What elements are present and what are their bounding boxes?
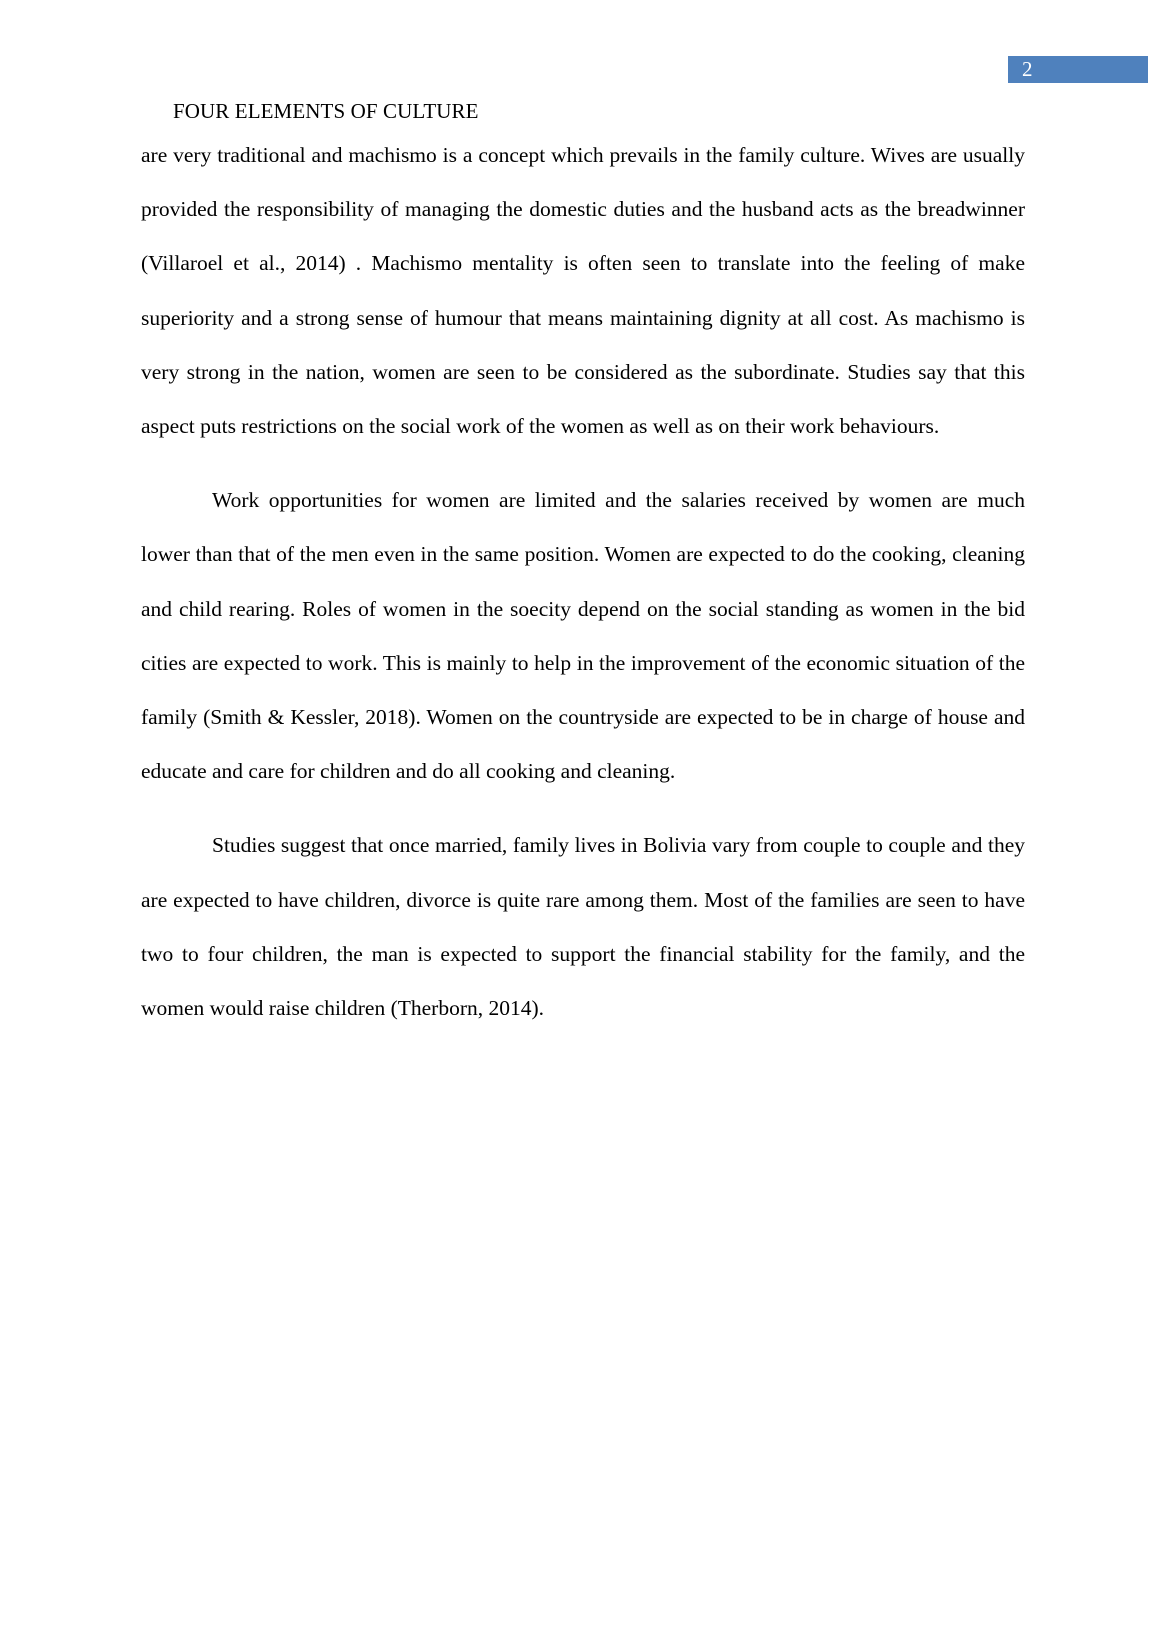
document-body [141,128,1025,1055]
page-number-box [1008,56,1148,83]
paragraph-1: are very traditional and machismo is a concept which prevails in the family culture. Wives are usually provided the responsibility of managing the domestic duties and the husband acts as the breadwinner (Villaroel et al., 2014) . Machismo mentality is often seen to translate into the feeling of make superiority and a strong sense of humour that means maintaining dignity at all cost. As machismo is very strong in the nation, women are seen to be considered as the subordinate. Studies say that this aspect puts restrictions on the social work of the women as well as on their work behaviours. [141,143,1025,439]
paragraph-3: Studies suggest that once married, family lives in Bolivia vary from couple to couple and they are expected to have children, divorce is quite rare among them. Most of the families are seen to have two to four children, the man is expected to support the financial stability for the family, and the women would raise children (Therborn, 2014). [141,833,1025,1021]
running-head: FOUR ELEMENTS OF CULTURE [173,99,479,123]
paragraph-2: Work opportunities for women are limited and the salaries received by women are much lower than that of the men even in the same position. Women are expected to do the cooking, cleaning and child rearing. Roles of women in the soecity depend on the social standing as women in the bid cities are expected to work. This is mainly to help in the improvement of the economic situation of the family (Smith & Kessler, 2018). Women on the countryside are expected to be in charge of house and educate and care for children and do all cooking and cleaning. [141,488,1025,784]
page-number: 2 [1022,57,1033,81]
